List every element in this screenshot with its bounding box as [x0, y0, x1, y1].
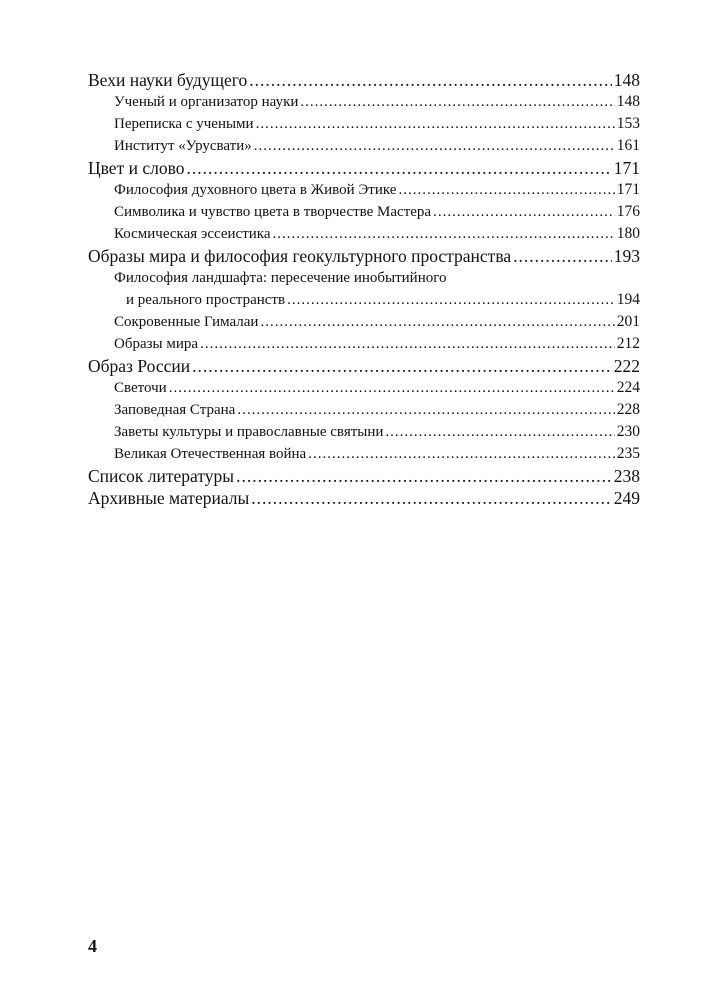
toc-entry-page: 148	[616, 93, 640, 110]
toc-entry-title: Заветы культуры и православные святыни	[114, 424, 384, 440]
toc-entry	[88, 245, 640, 267]
toc-entry-title: Переписка с учеными	[114, 116, 254, 132]
dot-leader	[287, 289, 615, 311]
toc-entry-page: 230	[616, 423, 640, 440]
toc-entry-title: Образ России	[88, 356, 191, 376]
dot-leader	[251, 487, 612, 509]
page-number: 4	[88, 936, 97, 956]
dot-leader	[249, 69, 612, 91]
toc-entry-page: 212	[616, 335, 640, 352]
toc-entry-title: Космическая эссеистика	[114, 226, 271, 242]
toc-entry-page: 171	[613, 158, 640, 178]
dot-leader	[192, 355, 612, 377]
dot-leader	[237, 399, 614, 421]
dot-leader	[236, 465, 612, 487]
toc-entry-title: Вехи науки будущего	[88, 70, 248, 90]
toc-entry	[88, 465, 640, 487]
toc-entry	[88, 355, 640, 377]
toc-entry-title: Список литературы	[88, 466, 235, 486]
dot-leader	[513, 245, 612, 267]
toc-subentry	[88, 201, 640, 223]
toc-subentry	[88, 135, 640, 157]
dot-leader	[260, 311, 614, 333]
toc-subentry	[88, 311, 640, 333]
toc-entry	[88, 487, 640, 509]
toc-subentry	[88, 179, 640, 201]
toc-entry-page: 235	[616, 445, 640, 462]
toc-entry-page: 194	[616, 291, 640, 308]
toc-entry-page: 176	[616, 203, 640, 220]
toc-subentry	[88, 223, 640, 245]
dot-leader	[433, 201, 615, 223]
toc-subentry	[88, 289, 640, 311]
dot-leader	[200, 333, 615, 355]
table-of-contents	[88, 69, 640, 509]
toc-entry-title: Сокровенные Гималаи	[114, 314, 259, 330]
toc-subentry	[88, 377, 640, 399]
toc-entry-title: Светочи	[114, 380, 167, 396]
dot-leader	[398, 179, 614, 201]
toc-entry-page: 171	[616, 181, 640, 198]
toc-entry	[88, 69, 640, 91]
toc-entry-page: 153	[616, 115, 640, 132]
toc-entry-title: Заповедная Страна	[114, 402, 236, 418]
toc-subentry	[88, 399, 640, 421]
toc-entry-title: Архивные материалы	[88, 488, 250, 508]
toc-subentry	[88, 333, 640, 355]
dot-leader	[385, 421, 614, 443]
toc-entry-page: 238	[613, 466, 640, 486]
toc-entry-page: 228	[616, 401, 640, 418]
toc-entry	[88, 157, 640, 179]
toc-entry-title: Институт «Урусвати»	[114, 138, 252, 154]
toc-entry-title: Философия духовного цвета в Живой Этике	[114, 182, 397, 198]
dot-leader	[254, 135, 615, 157]
toc-subentry	[88, 421, 640, 443]
toc-entry-page: 201	[616, 313, 640, 330]
toc-entry-page: 193	[613, 246, 640, 266]
dot-leader	[300, 91, 614, 113]
toc-entry-title-line1: Философия ландшафта: пересечение инобытийного	[114, 270, 447, 286]
toc-entry-page: 249	[613, 488, 640, 508]
toc-subentry	[88, 91, 640, 113]
toc-entry-title: и реального пространств	[126, 292, 286, 308]
toc-entry-page: 180	[616, 225, 640, 242]
toc-entry-title: Цвет и слово	[88, 158, 185, 178]
toc-entry-title: Образы мира и философия геокультурного пространства	[88, 246, 512, 266]
toc-subentry	[88, 113, 640, 135]
toc-entry-title: Великая Отечественная война	[114, 446, 307, 462]
dot-leader	[256, 113, 615, 135]
toc-entry-page: 161	[616, 137, 640, 154]
toc-entry-title: Символика и чувство цвета в творчестве Мастера	[114, 204, 432, 220]
toc-subentry	[88, 443, 640, 465]
toc-entry-page: 224	[616, 379, 640, 396]
dot-leader	[273, 223, 615, 245]
toc-entry-page: 222	[613, 356, 640, 376]
toc-entry-title: Образы мира	[114, 336, 199, 352]
dot-leader	[308, 443, 615, 465]
toc-entry-page: 148	[613, 70, 640, 90]
toc-subentry-first-line	[88, 267, 640, 289]
toc-entry-title: Ученый и организатор науки	[114, 94, 299, 110]
dot-leader	[169, 377, 615, 399]
dot-leader	[186, 157, 611, 179]
